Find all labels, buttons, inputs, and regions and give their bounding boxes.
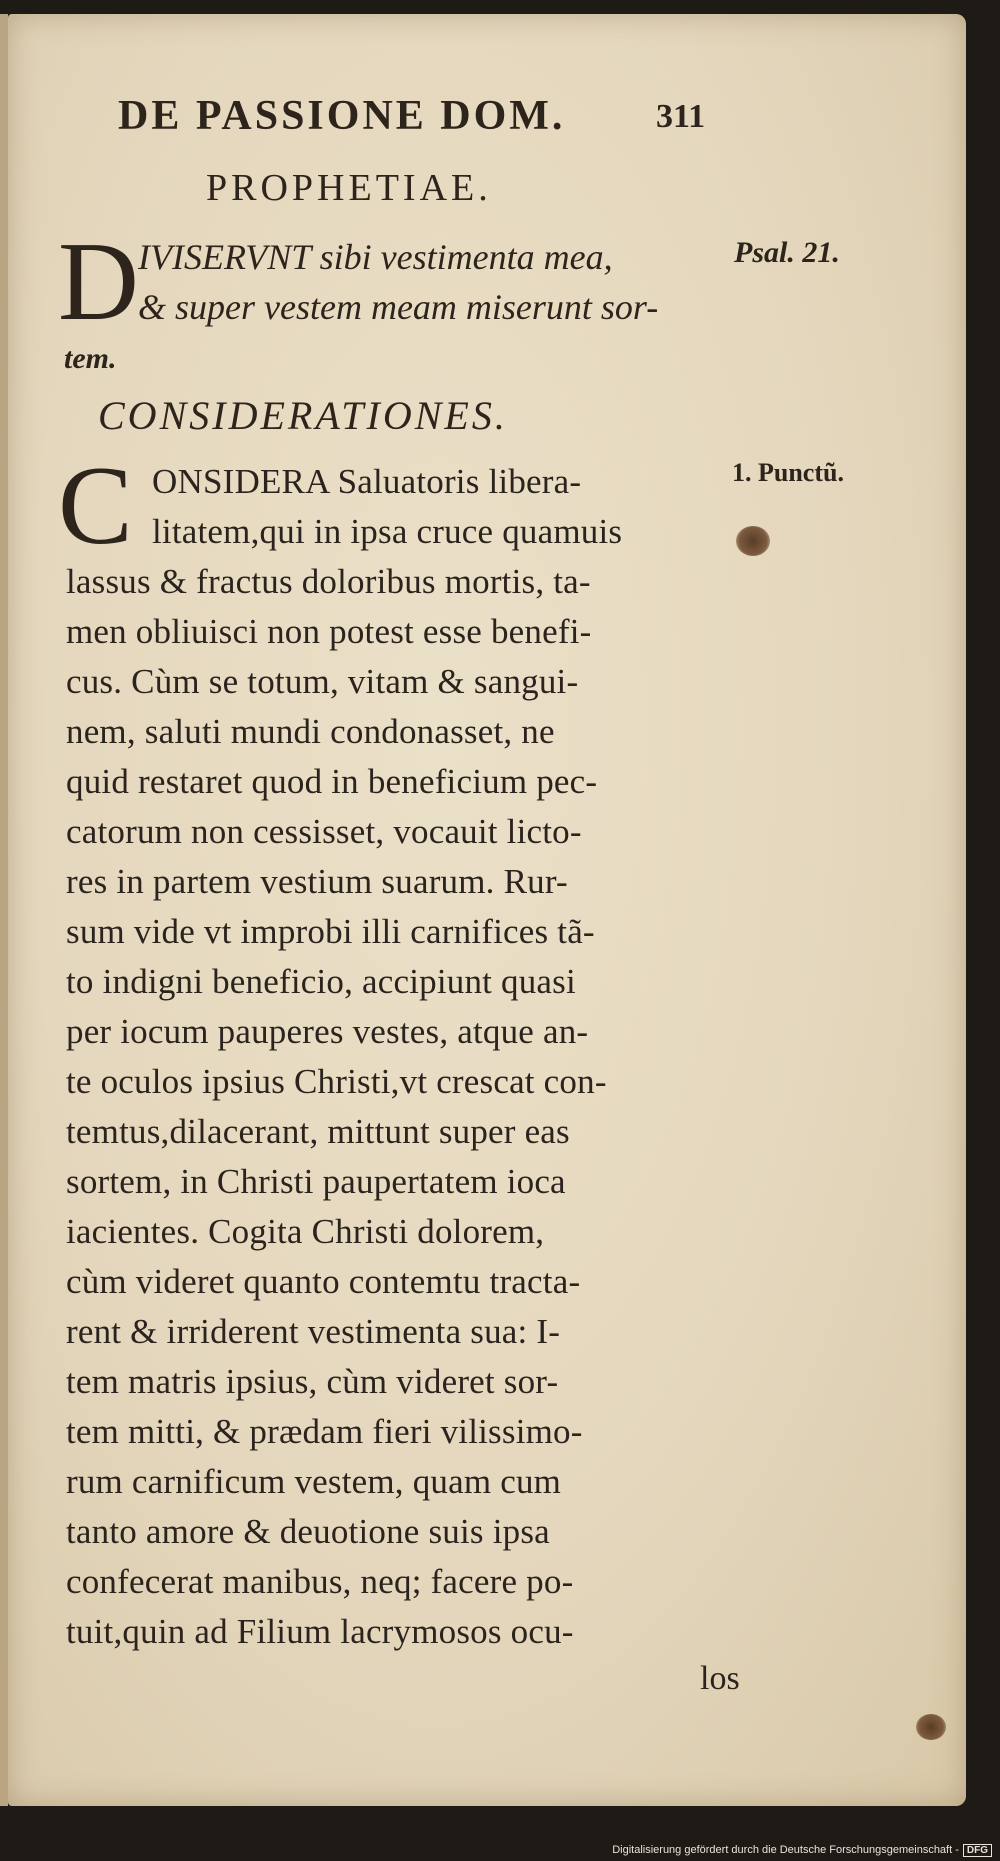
text-line: per iocum pauperes vestes, atque an- [66,1012,589,1051]
margin-note-psalm: Psal. 21. [734,236,840,269]
book-edge [0,14,8,1806]
text-line: cus. Cùm se totum, vitam & sangui- [66,662,579,701]
catchword: los [700,1660,740,1697]
text-line: catorum non cessisset, vocauit licto- [66,812,582,851]
digitization-credit-text: Digitalisierung gefördert durch die Deutsche Forschungsgemeinschaft - [612,1844,959,1856]
considerationes-dropcap: C [58,444,133,568]
text-line: tem mitti, & prædam fieri vilissimo- [66,1412,583,1451]
text-line: sortem, in Christi paupertatem ioca [66,1162,566,1201]
dfg-logo: DFG [963,1844,992,1857]
text-line: sum vide vt improbi illi carnifices tã- [66,912,595,951]
text-line: tanto amore & deuotione suis ipsa [66,1512,550,1551]
text-line: to indigni beneficio, accipiunt quasi [66,962,576,1001]
text-line: quid restaret quod in beneficium pec- [66,762,598,801]
text-line: rent & irriderent vestimenta sua: I- [66,1312,561,1351]
text-line: tuit,quin ad Filium lacrymosos ocu- [66,1612,574,1651]
prophecy-line: & super vestem meam miserunt sor- [138,287,659,327]
text-line: temtus,dilacerant, mittunt super eas [66,1112,570,1151]
text-line: lassus & fractus doloribus mortis, ta- [66,562,591,601]
ink-stain [736,526,770,556]
prophecy-line: tem. [64,342,117,375]
text-line: ONSIDERA Saluatoris libera- [152,462,582,501]
prophecy-line: IVISERVNT sibi vestimenta mea, [138,237,613,277]
text-line: res in partem vestium suarum. Rur- [66,862,568,901]
text-line: nem, saluti mundi condonasset, ne [66,712,555,751]
text-line: men obliuisci non potest esse benefi- [66,612,592,651]
prophecy-dropcap: D [58,220,139,344]
margin-note-punctum: 1. Punctũ. [732,458,844,487]
text-line: confecerat manibus, neq; facere po- [66,1562,574,1601]
text-line: litatem,qui in ipsa cruce quamuis [152,512,623,551]
heading-prophetiae: PROPHETIAE. [206,167,492,209]
digitization-credit [612,1844,992,1857]
text-line: cùm videret quanto contemtu tracta- [66,1262,581,1301]
page-number: 311 [656,98,706,135]
running-head: DE PASSIONE DOM. [118,93,566,139]
text-line: te oculos ipsius Christi,vt crescat con- [66,1062,607,1101]
text-line: iacientes. Cogita Christi dolorem, [66,1212,545,1251]
ink-stain [916,1714,946,1740]
heading-considerationes: CONSIDERATIONES. [98,393,508,438]
text-line: tem matris ipsius, cùm videret sor- [66,1362,559,1401]
text-line: rum carnificum vestem, quam cum [66,1462,562,1501]
